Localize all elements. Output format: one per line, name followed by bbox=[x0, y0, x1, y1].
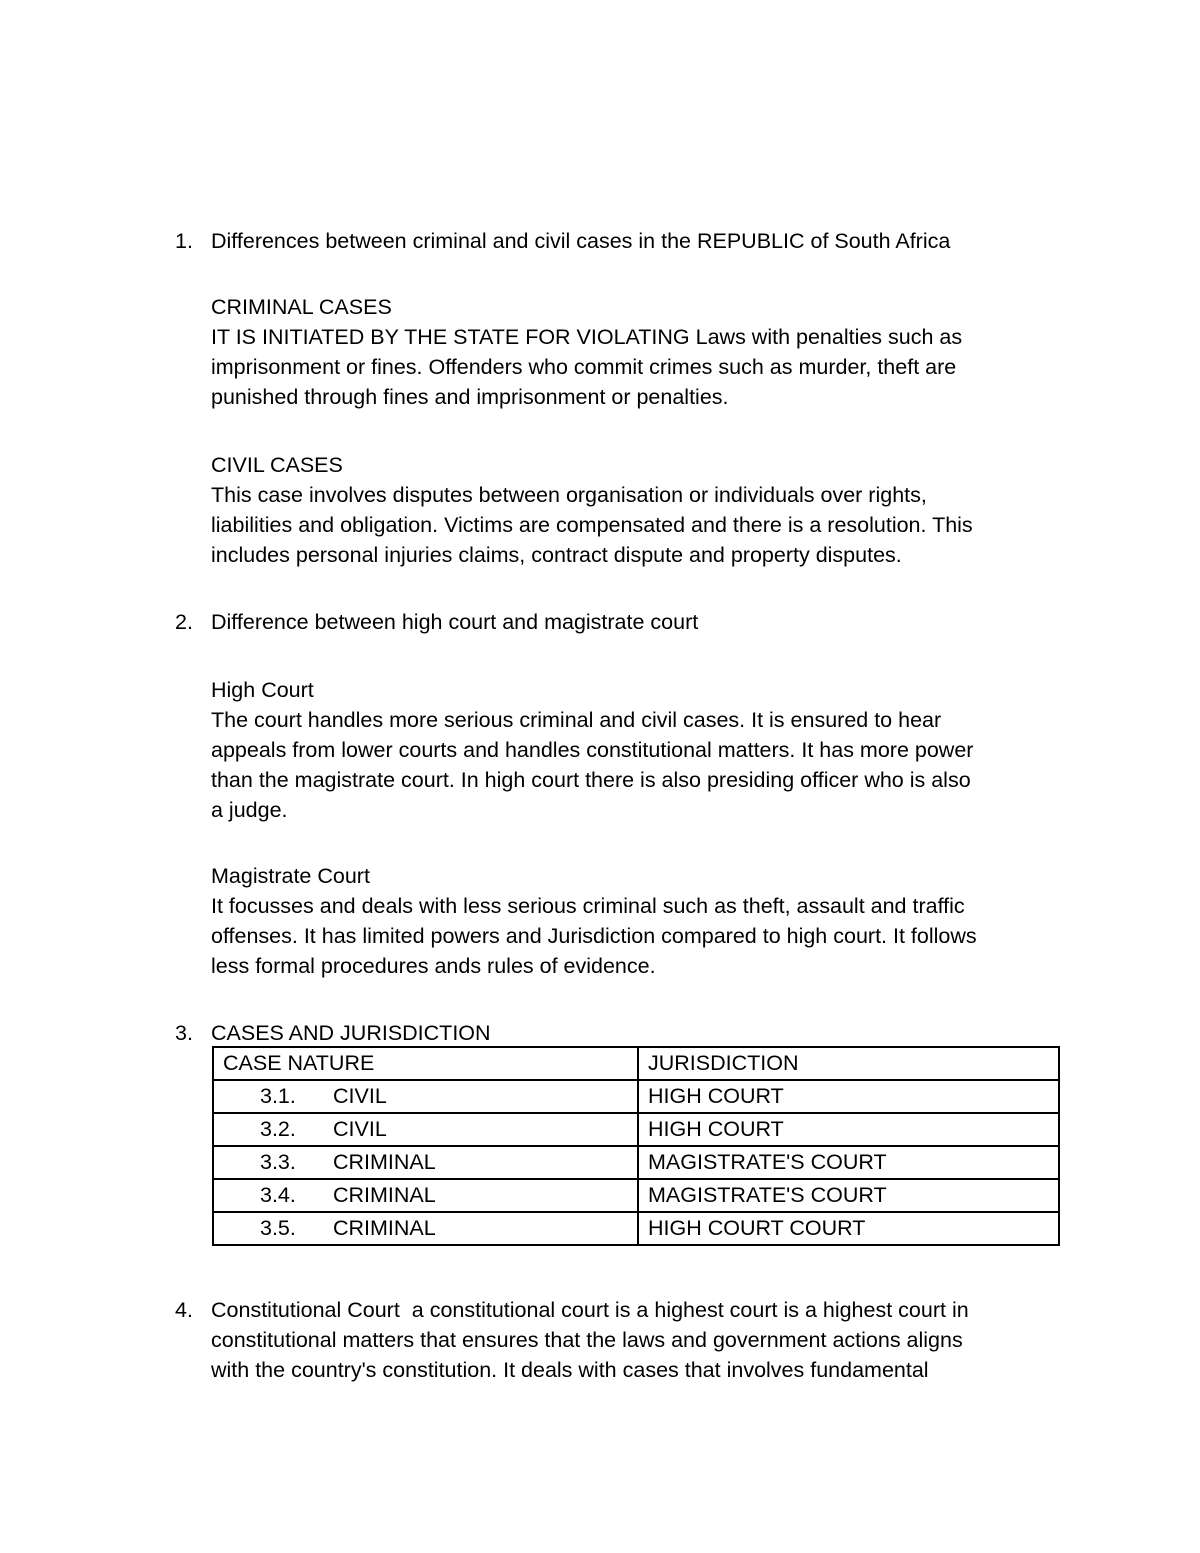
table-header-cell: CASE NATURE bbox=[213, 1047, 638, 1080]
jurisdiction-cell: MAGISTRATE'S COURT bbox=[638, 1146, 1059, 1179]
section-2 bbox=[211, 607, 1071, 637]
case-nature: CRIMINAL bbox=[333, 1183, 436, 1207]
table-row bbox=[213, 1212, 1059, 1245]
jurisdiction-table bbox=[212, 1046, 1060, 1246]
jurisdiction-cell: HIGH COURT bbox=[638, 1080, 1059, 1113]
paragraph-line: IT IS INITIATED BY THE STATE FOR VIOLATING Laws with penalties such as bbox=[211, 325, 963, 349]
list-number: 1. bbox=[175, 229, 193, 253]
row-number: 3.1. bbox=[260, 1084, 296, 1108]
table-row bbox=[213, 1146, 1059, 1179]
case-nature: CRIMINAL bbox=[333, 1216, 436, 1240]
subsection-title: High Court bbox=[211, 678, 314, 702]
table-row bbox=[213, 1113, 1059, 1146]
civil-cases-block bbox=[211, 450, 1071, 570]
list-number: 3. bbox=[175, 1021, 193, 1045]
case-nature-cell bbox=[213, 1080, 638, 1113]
criminal-cases-block bbox=[211, 292, 1071, 412]
paragraph-line: liabilities and obligation. Victims are compensated and there is a resolution. This bbox=[211, 513, 973, 537]
subsection-title: CRIMINAL CASES bbox=[211, 295, 392, 319]
paragraph-line: with the country's constitution. It deals with cases that involves fundamental bbox=[211, 1358, 929, 1382]
jurisdiction-cell: HIGH COURT bbox=[638, 1113, 1059, 1146]
section-heading: Difference between high court and magistrate court bbox=[211, 610, 699, 634]
magistrate-court-block bbox=[211, 861, 1071, 981]
case-nature-cell bbox=[213, 1212, 638, 1245]
paragraph-line: includes personal injuries claims, contract dispute and property disputes. bbox=[211, 543, 902, 567]
table-header-row bbox=[213, 1047, 1059, 1080]
jurisdiction-cell: MAGISTRATE'S COURT bbox=[638, 1179, 1059, 1212]
row-number: 3.5. bbox=[260, 1216, 296, 1240]
table-header-cell: JURISDICTION bbox=[638, 1047, 1059, 1080]
paragraph-line: punished through fines and imprisonment or penalties. bbox=[211, 385, 729, 409]
subsection-title: Magistrate Court bbox=[211, 864, 370, 888]
case-nature-cell bbox=[213, 1113, 638, 1146]
section-1 bbox=[211, 226, 1071, 256]
table-row bbox=[213, 1080, 1059, 1113]
section-4 bbox=[211, 1295, 1071, 1385]
case-nature: CRIMINAL bbox=[333, 1150, 436, 1174]
subsection-title: CIVIL CASES bbox=[211, 453, 343, 477]
section-3 bbox=[211, 1018, 1071, 1048]
case-nature-cell bbox=[213, 1146, 638, 1179]
table-row bbox=[213, 1179, 1059, 1212]
row-number: 3.4. bbox=[260, 1183, 296, 1207]
paragraph-line: constitutional matters that ensures that the laws and government actions aligns bbox=[211, 1328, 963, 1352]
paragraph-line: offenses. It has limited powers and Jurisdiction compared to high court. It follows bbox=[211, 924, 977, 948]
paragraph-line: than the magistrate court. In high court there is also presiding officer who is also bbox=[211, 768, 971, 792]
paragraph-line: The court handles more serious criminal and civil cases. It is ensured to hear bbox=[211, 708, 942, 732]
paragraph-line: imprisonment or fines. Offenders who commit crimes such as murder, theft are bbox=[211, 355, 957, 379]
high-court-block bbox=[211, 675, 1071, 825]
case-nature-cell bbox=[213, 1179, 638, 1212]
row-number: 3.2. bbox=[260, 1117, 296, 1141]
case-nature: CIVIL bbox=[333, 1117, 387, 1141]
case-nature: CIVIL bbox=[333, 1084, 387, 1108]
list-number: 2. bbox=[175, 610, 193, 634]
section-heading: CASES AND JURISDICTION bbox=[211, 1021, 491, 1045]
list-number: 4. bbox=[175, 1298, 193, 1322]
paragraph-line: appeals from lower courts and handles constitutional matters. It has more power bbox=[211, 738, 974, 762]
paragraph-line: less formal procedures ands rules of evidence. bbox=[211, 954, 656, 978]
paragraph-line: It focusses and deals with less serious criminal such as theft, assault and traffic bbox=[211, 894, 965, 918]
paragraph-line: This case involves disputes between organisation or individuals over rights, bbox=[211, 483, 927, 507]
row-number: 3.3. bbox=[260, 1150, 296, 1174]
section-heading: Differences between criminal and civil cases in the REPUBLIC of South Africa bbox=[211, 229, 951, 253]
paragraph-line: Constitutional Court a constitutional court is a highest court is a highest court in bbox=[211, 1298, 969, 1322]
jurisdiction-cell: HIGH COURT COURT bbox=[638, 1212, 1059, 1245]
paragraph-line: a judge. bbox=[211, 798, 288, 822]
